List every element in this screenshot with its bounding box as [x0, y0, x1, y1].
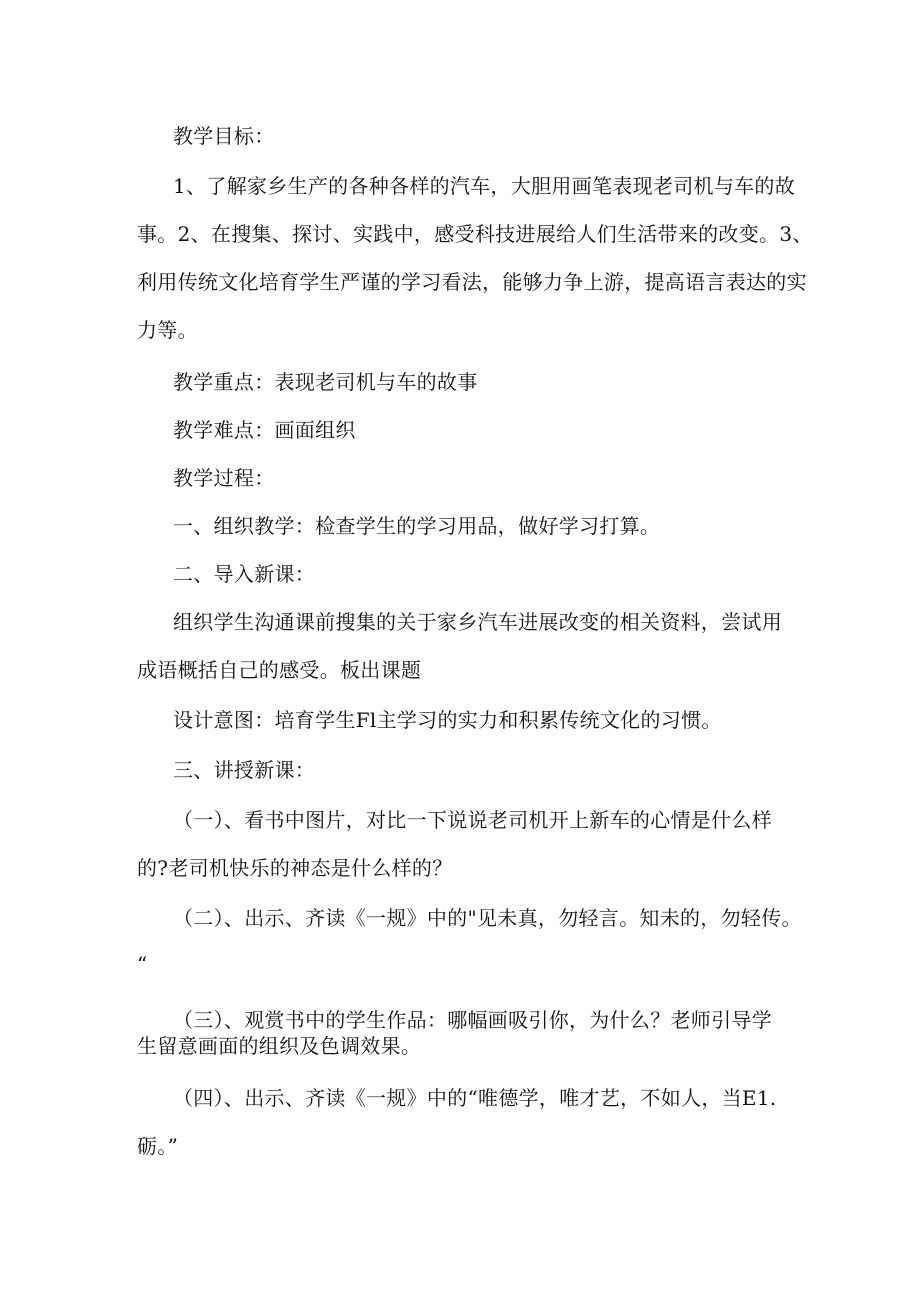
sub-one-line-2: 的?老司机快乐的神态是什么样的？ — [137, 856, 453, 880]
step-two-line-1: 组织学生沟通课前搜集的关于家乡汽车进展改变的相关资料，尝试用 — [173, 610, 782, 634]
sub-four-line-2: 砺。” — [137, 1134, 179, 1158]
design-intent: 设计意图：培育学生Fl主学习的实力和积累传统文化的习惯。 — [173, 708, 722, 732]
step-two-heading: 二、导入新课： — [173, 562, 316, 586]
objective-line-2: 事。2、在搜集、探讨、实践中，感受科技进展给人们生活带来的改变。3、 — [137, 222, 813, 246]
sub-three-line-2: 生留意画面的组织及色调效果。 — [137, 1034, 422, 1058]
sub-two-line-1: （二）、出示、齐读《一规》中的"见未真，勿轻言。知未的，勿轻传。 — [173, 906, 802, 930]
sub-one-line-1: （一）、看书中图片，对比一下说说老司机开上新车的心情是什么样 — [173, 808, 772, 832]
heading-process: 教学过程： — [173, 466, 275, 490]
objective-line-3: 利用传统文化培育学生严谨的学习看法，能够力争上游，提高语言表达的实 — [137, 270, 807, 294]
step-one: 一、组织教学：检查学生的学习用品，做好学习打算。 — [173, 514, 661, 538]
teaching-difficulty: 教学难点：画面组织 — [173, 418, 356, 442]
teaching-focus: 教学重点：表现老司机与车的故事 — [173, 370, 478, 394]
objective-line-1: 1、了解家乡生产的各种各样的汽车，大胆用画笔表现老司机与车的故 — [173, 174, 796, 198]
step-two-line-2: 成语概括自己的感受。板出课题 — [137, 658, 422, 682]
objective-line-4: 力等。 — [137, 318, 198, 342]
sub-four-line-1: （四）、出示、齐读《一规》中的“唯德学，唯才艺，不如人，当E1. — [173, 1086, 777, 1110]
sub-two-line-2: “ — [137, 952, 148, 976]
sub-three-line-1: （三）、观赏书中的学生作品：哪幅画吸引你，为什么？老师引导学 — [173, 1008, 772, 1032]
heading-objectives: 教学目标： — [173, 124, 275, 148]
step-three-heading: 三、讲授新课： — [173, 758, 316, 782]
